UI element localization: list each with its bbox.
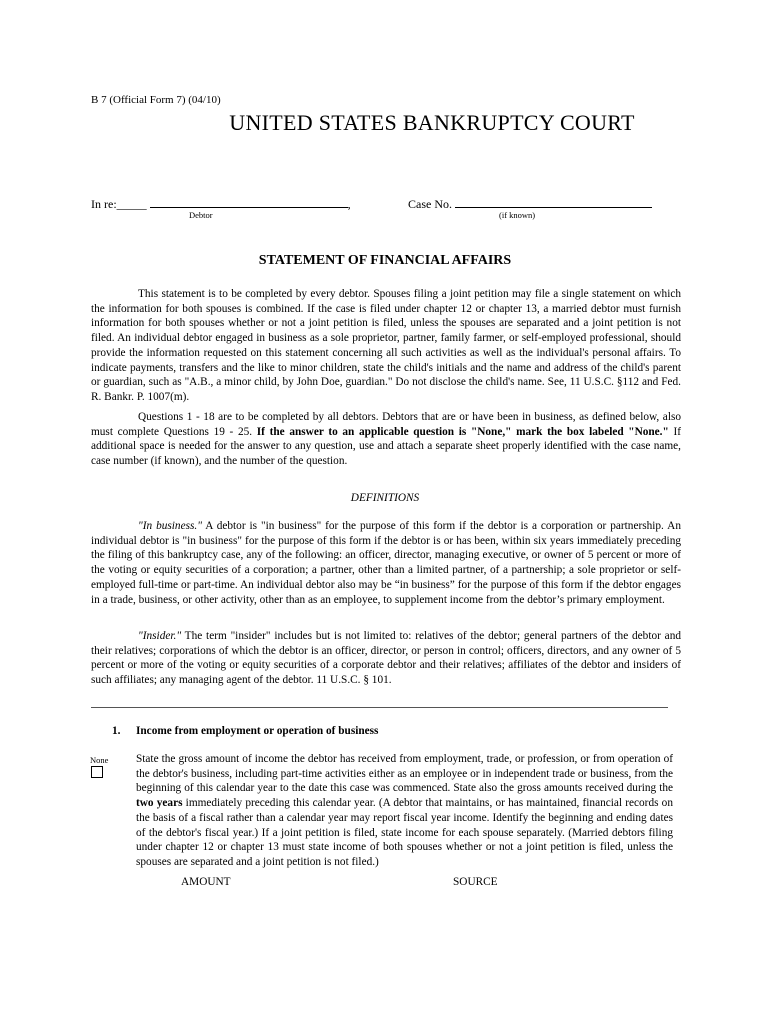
insider-definition — [91, 629, 681, 688]
section-body — [136, 752, 673, 870]
case-no-label: Case No. — [408, 197, 452, 211]
if-known-caption: (if known) — [499, 210, 536, 220]
none-label: None — [90, 755, 109, 765]
debtor-caption: Debtor — [189, 210, 213, 220]
intro-paragraph: This statement is to be completed by every debtor. Spouses filing a joint petition may file a single statement on which the information for both spouses is combined. If the case is filed under chapter 12 or chapter 13, a married debtor must furnish information for both spouses whether or not a joint petition is filed, unless the spouses are separated and a joint petition is not filed. An individual debtor engaged in business as a sole proprietor, partner, family farmer, or self-employed professional, should provide the information requested on this statement concerning all such activities as well as the individual's personal affairs. To indicate payments, transfers and the like to minor children, state the child's initials and the name and address of the child's parent or guardian, such as "A.B., a minor child, by John Doe, guardian." Do not disclose the child's name. See, 11 U.S.C. §112 and Fed. R. Bankr. P. 1007(m). — [91, 288, 681, 403]
section-divider — [91, 707, 668, 708]
in-re-line — [91, 196, 351, 212]
court-title — [0, 110, 770, 136]
amount-column-header: AMOUNT — [181, 876, 231, 888]
in-business-definition — [91, 519, 681, 607]
in-re-comma: , — [347, 197, 351, 211]
statement-title — [0, 253, 770, 269]
questions-bold-instruction: If the answer to an applicable question is "None," mark the box labeled "None." — [256, 425, 669, 438]
none-checkbox[interactable] — [91, 766, 103, 778]
statement-title-text: STATEMENT OF FINANCIAL AFFAIRS — [258, 253, 512, 268]
questions-text-1: Questions 1 - 18 are to be completed by all debtors. Debtors that are or have been in business, as defined below, also must complete Questions 19 - 25. — [91, 411, 681, 438]
in-business-term: "In business." — [138, 520, 202, 532]
form-identifier: B 7 (Official Form 7) (04/10) — [91, 94, 221, 106]
questions-paragraph — [91, 410, 681, 469]
questions-text-2: If additional space is needed for the answer to any question, use and attach a separate sheet properly identified with the case name, case number (if known), and the number of the question. — [91, 425, 681, 468]
insider-text: The term "insider" includes but is not limited to: relatives of the debtor; general partners of the debtor and their relatives; corporations of which the debtor is an officer, director, or person in control; officers, directors, and any owner of 5 percent or more of the voting or equity securities of a corporate debtor and their relatives; affiliates of the debtor and insiders of such affiliates; any managing agent of the debtor. 11 U.S.C. § 101. — [91, 630, 681, 687]
definitions-title-text: DEFINITIONS — [350, 492, 420, 504]
court-title-text: UNITED STATES BANKRUPTCY COURT — [229, 110, 635, 135]
section-body-text-1: State the gross amount of income the debtor has received from employment, trade, or profession, or from operation of the debtor's business, including part-time activities either as an employee or in independent trade or business, from the beginning of this calendar year to the date this case was commenced. State also the gross amounts received during the — [136, 753, 673, 795]
insider-term: "Insider." — [138, 630, 182, 642]
source-column-header: SOURCE — [453, 876, 498, 888]
debtor-name-field[interactable] — [150, 196, 348, 208]
definitions-title — [0, 492, 770, 504]
section-number: 1. — [112, 725, 121, 737]
case-number-field[interactable] — [455, 196, 652, 208]
section-body-bold: two years — [136, 797, 183, 810]
section-body-text-2: immediately preceding this calendar year. (A debtor that maintains, or has maintained, financial records on the basis of a fiscal rather than a calendar year may report fiscal year income. Identify the beginning and ending dates of the debtor's fiscal year.) If a joint petition is filed, state income for each spouse separately. (Married debtors filing under chapter 12 or chapter 13 must state income of both spouses whether or not a joint petition is filed, unless the spouses are separated and a joint petition is not filed.) — [136, 797, 673, 868]
in-re-label: In re:_____ — [91, 197, 147, 211]
in-business-text: A debtor is "in business" for the purpose of this form if the debtor is a corporation or partnership. An individual debtor is "in business" for the purpose of this form if the debtor is or has been, within six years immediately preceding the filing of this bankruptcy case, any of the following: an officer, director, managing executive, or owner of 5 percent or more of the voting or equity securities of a corporation; a partner, other than a limited partner, of a partnership; a sole proprietor or self-employed full-time or part-time. An individual debtor also may be “in business” for the purpose of this form if the debtor engages in a trade, business, or other activity, other than as an employee, to supplement income from the debtor’s primary employment. — [91, 520, 681, 606]
section-title: Income from employment or operation of business — [136, 725, 379, 737]
